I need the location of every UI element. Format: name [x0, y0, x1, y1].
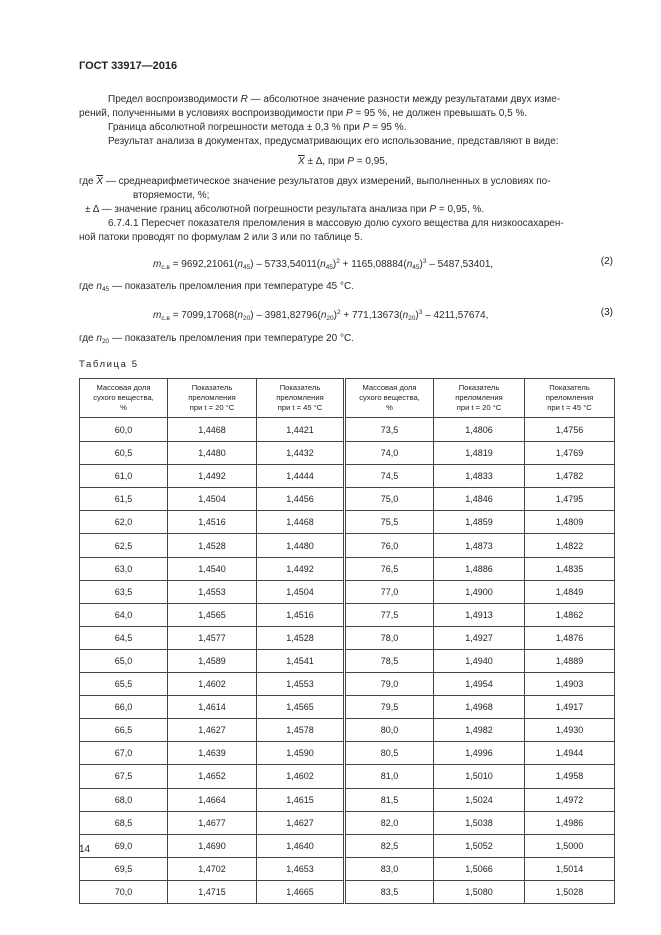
table-cell: 1,4782: [525, 465, 615, 488]
equation-3: $m_{с.в} = 7099,17068(n_{20}) - 3981,82796(n_{20})^2 + 771,13673(n_{20})^3 - 4211,57674$,: [153, 309, 489, 322]
table-cell: 65,0: [80, 649, 168, 672]
table-row: [80, 442, 615, 465]
table-cell: 1,4664: [168, 788, 257, 811]
table-cell: 77,0: [345, 580, 434, 603]
table-cell: 1,4516: [257, 603, 345, 626]
table-cell: 1,4873: [434, 534, 525, 557]
table-cell: 1,4492: [168, 465, 257, 488]
table-header-cell: [257, 379, 345, 418]
table-cell: 60,0: [80, 418, 168, 442]
where-n20: где $n_{20}$ — показатель преломления при температуре 20 °С.: [79, 333, 354, 345]
table-cell: 1,4986: [525, 811, 615, 834]
table-cell: 78,5: [345, 649, 434, 672]
table-cell: 78,0: [345, 626, 434, 649]
table-cell: 1,4480: [168, 442, 257, 465]
table-cell: 62,0: [80, 511, 168, 534]
table-cell: 1,4615: [257, 788, 345, 811]
table-cell: 1,4504: [257, 580, 345, 603]
table-cell: 75,0: [345, 488, 434, 511]
table-cell: 1,5014: [525, 857, 615, 880]
paragraph-reproducibility-line2: рений, полученными в условиях воспроизводимости при P = 95 %, не должен превышать 0,5 %.: [79, 108, 528, 119]
table-5: [79, 378, 615, 904]
table-cell: 1,4577: [168, 626, 257, 649]
table-cell: 1,5052: [434, 834, 525, 857]
table-cell: 1,4541: [257, 649, 345, 672]
table-cell: 66,5: [80, 719, 168, 742]
table-cell: 80,0: [345, 719, 434, 742]
table-cell: 1,5028: [525, 880, 615, 903]
table-cell: 1,4432: [257, 442, 345, 465]
table-cell: 74,5: [345, 465, 434, 488]
table-cell: 1,4809: [525, 511, 615, 534]
paragraph-reproducibility-line1: Предел воспроизводимости R — абсолютное значение разности между результатами двух изме-: [108, 94, 561, 105]
table-cell: 1,4578: [257, 719, 345, 742]
table-cell: 1,4614: [168, 696, 257, 719]
table-cell: 1,4627: [257, 811, 345, 834]
table-cell: 1,5080: [434, 880, 525, 903]
table-cell: 1,4715: [168, 880, 257, 903]
table-row: [80, 557, 615, 580]
table-cell: 1,4652: [168, 765, 257, 788]
table-cell: 1,4954: [434, 673, 525, 696]
table-cell: 61,0: [80, 465, 168, 488]
table-cell: 1,4835: [525, 557, 615, 580]
header-line: при t = 45 °С: [277, 403, 323, 412]
table-cell: 1,4806: [434, 418, 525, 442]
table-cell: 1,4849: [525, 580, 615, 603]
table-cell: 1,4553: [257, 673, 345, 696]
table-cell: 1,4903: [525, 673, 615, 696]
equation-2: $m_{с.в} = 9692,21061(n_{45}) - 5733,54011(n_{45})^2 + 1165,08884(n_{45})^3 - 5487,53401$,: [153, 258, 494, 271]
table-header-cell: [434, 379, 525, 418]
header-line: Показатель: [458, 383, 500, 392]
table-row: [80, 418, 615, 442]
header-line: преломления: [276, 393, 324, 402]
table-row: [80, 649, 615, 672]
header-line: преломления: [455, 393, 503, 402]
table-cell: 1,4756: [525, 418, 615, 442]
table-cell: 63,0: [80, 557, 168, 580]
header-line: Массовая доля: [96, 383, 151, 392]
table-row: [80, 626, 615, 649]
where-delta: ± Δ — значение границ абсолютной погрешности результата анализа при P = 0,95, %.: [85, 204, 485, 215]
table-cell: 1,4944: [525, 742, 615, 765]
table-cell: 1,4492: [257, 557, 345, 580]
table-cell: 1,4795: [525, 488, 615, 511]
table-cell: 1,4862: [525, 603, 615, 626]
table-cell: 1,4444: [257, 465, 345, 488]
table-cell: 69,5: [80, 857, 168, 880]
table-cell: 73,5: [345, 418, 434, 442]
table-header-cell: [168, 379, 257, 418]
table-cell: 1,4846: [434, 488, 525, 511]
table-row: [80, 465, 615, 488]
table-cell: 61,5: [80, 488, 168, 511]
table-cell: 1,4677: [168, 811, 257, 834]
table-cell: 68,5: [80, 811, 168, 834]
table-cell: 1,4639: [168, 742, 257, 765]
table-cell: 1,5038: [434, 811, 525, 834]
table-cell: 1,4528: [168, 534, 257, 557]
table-cell: 68,0: [80, 788, 168, 811]
table-cell: 64,0: [80, 603, 168, 626]
table-cell: 1,4602: [257, 765, 345, 788]
table-cell: 82,0: [345, 811, 434, 834]
table-cell: 1,4913: [434, 603, 525, 626]
table-cell: 1,4927: [434, 626, 525, 649]
table-caption: Таблица 5: [79, 359, 139, 370]
table-header-cell: [80, 379, 168, 418]
table-cell: 1,4528: [257, 626, 345, 649]
table-cell: 63,5: [80, 580, 168, 603]
table-cell: 77,5: [345, 603, 434, 626]
table-cell: 1,4653: [257, 857, 345, 880]
table-cell: 1,4589: [168, 649, 257, 672]
table-cell: 1,5010: [434, 765, 525, 788]
where-x-line2: вторяемости, %;: [133, 190, 210, 201]
header-line: %: [120, 403, 127, 412]
table-cell: 65,5: [80, 673, 168, 696]
table-cell: 60,5: [80, 442, 168, 465]
where-n45: где $n_{45}$ — показатель преломления при температуре 45 °С.: [79, 281, 354, 293]
table-row: [80, 488, 615, 511]
table-cell: 1,4565: [168, 603, 257, 626]
table-cell: 1,4886: [434, 557, 525, 580]
table-row: [80, 580, 615, 603]
page-number: 14: [79, 844, 91, 855]
table-cell: 1,4468: [257, 511, 345, 534]
table-row: [80, 719, 615, 742]
table-cell: 1,4627: [168, 719, 257, 742]
table-row: [80, 696, 615, 719]
table-cell: 1,5024: [434, 788, 525, 811]
table-cell: 1,4859: [434, 511, 525, 534]
paragraph-error-bound: Граница абсолютной погрешности метода ± 0,3 % при P = 95 %.: [108, 122, 407, 133]
table-cell: 76,5: [345, 557, 434, 580]
table-row: [80, 834, 615, 857]
header-line: при t = 20 °С: [189, 403, 235, 412]
table-cell: 1,5066: [434, 857, 525, 880]
table-header-row: [80, 379, 615, 418]
table-cell: 74,0: [345, 442, 434, 465]
table-cell: 76,0: [345, 534, 434, 557]
table-row: [80, 765, 615, 788]
header-line: при t = 45 °С: [547, 403, 592, 412]
table-cell: 1,4480: [257, 534, 345, 557]
table-cell: 67,0: [80, 742, 168, 765]
table-cell: 82,5: [345, 834, 434, 857]
table-cell: 1,4690: [168, 834, 257, 857]
table-cell: 1,4917: [525, 696, 615, 719]
paragraph-6741-line1: 6.7.4.1 Пересчет показателя преломления в массовую долю сухого вещества для низкоосахарен-: [108, 218, 564, 229]
table-cell: 80,5: [345, 742, 434, 765]
table-cell: 67,5: [80, 765, 168, 788]
header-line: Показатель: [191, 383, 233, 392]
table-cell: 75,5: [345, 511, 434, 534]
header-line: преломления: [545, 393, 594, 402]
table-cell: 83,0: [345, 857, 434, 880]
table-cell: 70,0: [80, 880, 168, 903]
table-cell: 83,5: [345, 880, 434, 903]
table-cell: 1,4456: [257, 488, 345, 511]
table-cell: 1,4702: [168, 857, 257, 880]
table-cell: 1,4602: [168, 673, 257, 696]
table-cell: 81,5: [345, 788, 434, 811]
paragraph-6741-line2: ной патоки проводят по формулам 2 или 3 или по таблице 5.: [79, 232, 363, 243]
table-cell: 1,4996: [434, 742, 525, 765]
table-cell: 66,0: [80, 696, 168, 719]
table-row: [80, 511, 615, 534]
table-cell: 1,4590: [257, 742, 345, 765]
table-row: [80, 742, 615, 765]
table-cell: 1,4972: [525, 788, 615, 811]
table-cell: 1,4900: [434, 580, 525, 603]
table-cell: 1,4876: [525, 626, 615, 649]
formula-result: $\overline{X} \pm \Delta$, при P = 0,95,: [298, 156, 388, 167]
document-header: ГОСТ 33917—2016: [79, 60, 178, 72]
table-cell: 64,5: [80, 626, 168, 649]
table-cell: 81,0: [345, 765, 434, 788]
table-cell: 1,4504: [168, 488, 257, 511]
table-cell: 1,4769: [525, 442, 615, 465]
table-cell: 1,4822: [525, 534, 615, 557]
table-header-cell: [345, 379, 434, 418]
table-cell: 1,4665: [257, 880, 345, 903]
header-line: преломления: [188, 393, 236, 402]
table-cell: 1,5000: [525, 834, 615, 857]
table-cell: 1,4982: [434, 719, 525, 742]
table-row: [80, 880, 615, 903]
table-cell: 1,4640: [257, 834, 345, 857]
table-cell: 1,4540: [168, 557, 257, 580]
table-row: [80, 857, 615, 880]
header-line: при t = 20 °С: [456, 403, 502, 412]
table-row: [80, 603, 615, 626]
table-cell: 62,5: [80, 534, 168, 557]
header-line: %: [386, 403, 393, 412]
table-cell: 69,0: [80, 834, 168, 857]
table-cell: 1,4553: [168, 580, 257, 603]
header-line: сухого вещества,: [359, 393, 420, 402]
header-line: Массовая доля: [362, 383, 417, 392]
table-row: [80, 673, 615, 696]
table-cell: 1,4833: [434, 465, 525, 488]
paragraph-result-format: Результат анализа в документах, предусматривающих его использование, представляют в виде:: [108, 136, 559, 147]
table-cell: 1,4889: [525, 649, 615, 672]
header-line: сухого вещества,: [93, 393, 154, 402]
equation-2-number: (2): [600, 256, 613, 267]
where-x-line1: где $\overline{X}$ — среднеарифметическое значение результатов двух измерений, выполненных в условиях по-: [79, 176, 551, 187]
header-line: Показатель: [549, 383, 590, 392]
table-header-cell: [525, 379, 615, 418]
table-cell: 1,4516: [168, 511, 257, 534]
header-line: Показатель: [279, 383, 321, 392]
table-row: [80, 811, 615, 834]
table-cell: 79,0: [345, 673, 434, 696]
table-cell: 1,4468: [168, 418, 257, 442]
table-cell: 1,4930: [525, 719, 615, 742]
table-cell: 1,4421: [257, 418, 345, 442]
table-body: [80, 418, 615, 904]
table-cell: 79,5: [345, 696, 434, 719]
table-cell: 1,4968: [434, 696, 525, 719]
table-row: [80, 788, 615, 811]
equation-3-number: (3): [600, 307, 613, 318]
table-cell: 1,4565: [257, 696, 345, 719]
table-row: [80, 534, 615, 557]
table-cell: 1,4940: [434, 649, 525, 672]
table-cell: 1,4819: [434, 442, 525, 465]
table-cell: 1,4958: [525, 765, 615, 788]
